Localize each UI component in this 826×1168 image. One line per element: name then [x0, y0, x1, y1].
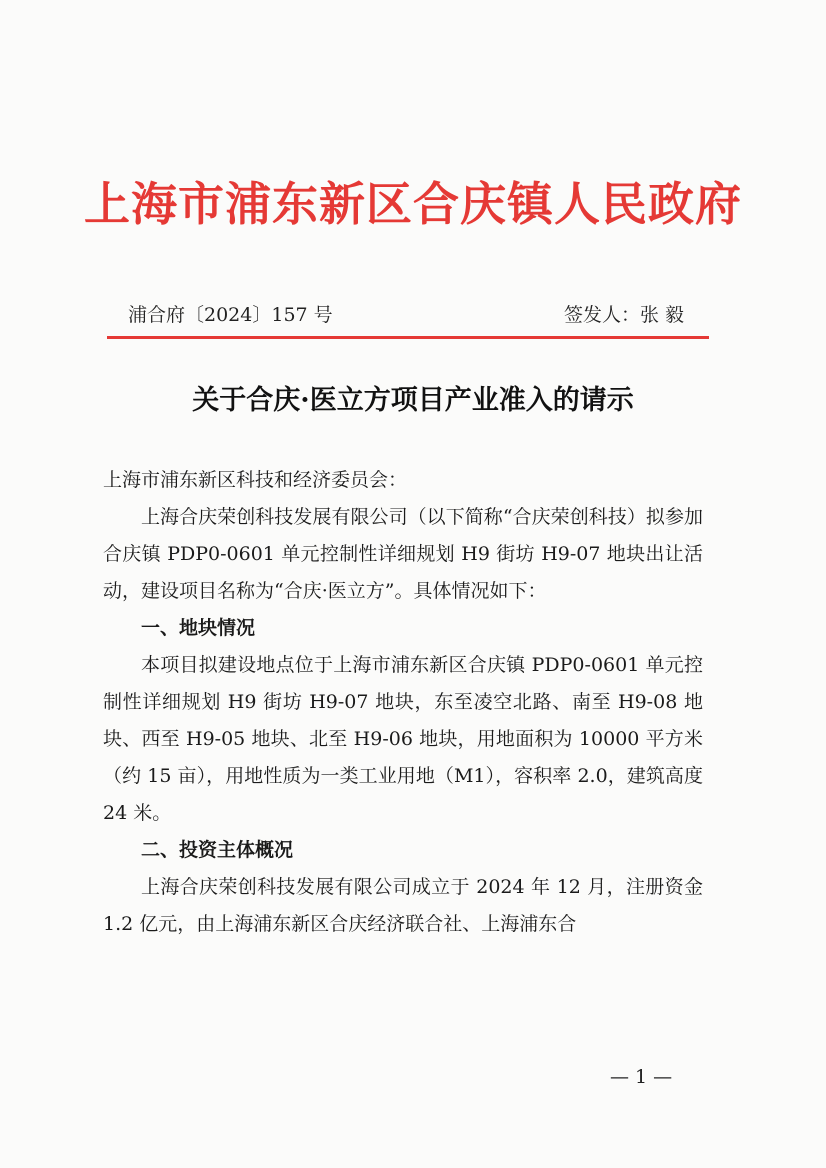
addressee: 上海市浦东新区科技和经济委员会： [103, 469, 408, 491]
section-paragraph-land: 本项目拟建设地点位于上海市浦东新区合庆镇 PDP0-0601 单元控制性详细规划 H9 街坊 H9-07 地块，东至凌空北路、南至 H9-08 地块、西至 H9-05 地块、北至 H9-06 地块，用地面积为 10000 平方米（约 15 亩），用地性质为一类工业用地（M1），容积率 2.0，建筑高度 24 米。 [103, 654, 703, 824]
section-paragraph-investor: 上海合庆荣创科技发展有限公司成立于 2024 年 12 月，注册资金 1.2 亿元，由上海浦东新区合庆经济联合社、上海浦东合 [103, 876, 703, 935]
section-heading-land: 一、地块情况 [141, 617, 256, 639]
document-title: 关于合庆·医立方项目产业准入的请示 [192, 385, 634, 416]
section-heading-investor: 二、投资主体概况 [141, 839, 294, 861]
issuing-organization-title: 上海市浦东新区合庆镇人民政府 [84, 177, 742, 231]
document-number: 浦合府〔2024〕157 号 [128, 304, 333, 326]
red-separator-line [107, 336, 709, 339]
page-number: — 1 — [610, 1066, 673, 1088]
signer: 签发人：张 毅 [563, 304, 684, 326]
document-body [103, 462, 703, 943]
intro-paragraph: 上海合庆荣创科技发展有限公司（以下简称“合庆荣创科技）拟参加合庆镇 PDP0-0601 单元控制性详细规划 H9 街坊 H9-07 地块出让活动，建设项目名称为“合庆·医立方”。具体情况如下： [103, 506, 703, 602]
